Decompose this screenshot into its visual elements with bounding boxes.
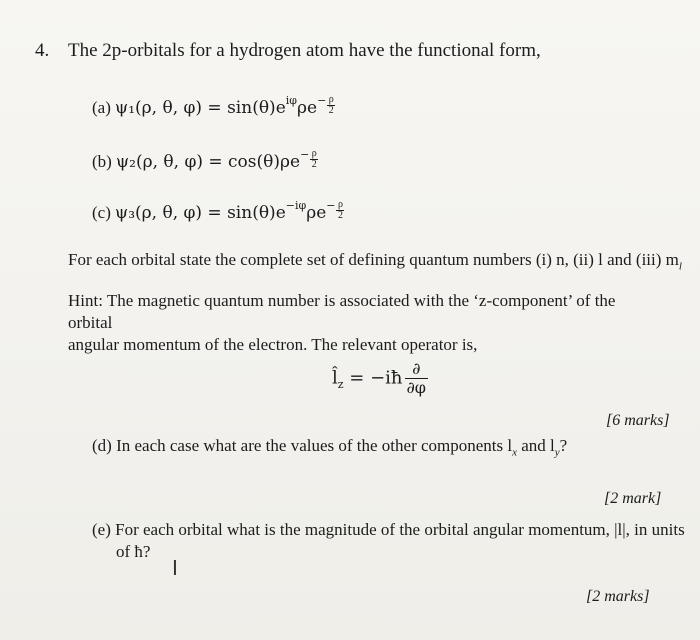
function-a-label: (a): [92, 98, 111, 117]
operator-lhs-sub: z: [337, 378, 344, 392]
instruction-sub: l: [678, 260, 682, 273]
function-b-sign: −: [300, 148, 310, 161]
function-a-exp: iφ: [285, 94, 297, 107]
marks-label-2: [2 mark]: [604, 490, 662, 507]
function-a: [92, 94, 335, 127]
question-intro: The 2p-orbitals for a hydrogen atom have the functional form,: [68, 40, 541, 61]
hint-line-2: angular momentum of the electron. The relevant operator is,: [68, 335, 478, 354]
function-a-fraction: [327, 95, 335, 116]
part-d-text: In each case what are the values of the other components l: [116, 436, 513, 455]
function-a-sign: −: [317, 94, 327, 107]
function-b: [92, 148, 318, 181]
hint-line-1: Hint: The magnetic quantum number is associated with the ‘z-component’ of the orbital: [68, 291, 616, 332]
function-c-frac-den: 2: [337, 210, 343, 221]
part-e-line-1: For each orbital what is the magnitude of the orbital angular momentum, |l|, in units: [115, 520, 685, 539]
operator-eq: = −iħ: [343, 367, 403, 389]
operator-equation: [332, 360, 428, 397]
function-c-lhs: ψ₃(ρ, θ, φ) = sin(θ)e: [114, 203, 286, 223]
hint: [68, 290, 658, 356]
function-b-frac-den: 2: [311, 159, 317, 170]
function-a-frac-num: ρ: [328, 94, 334, 105]
part-e: [92, 519, 685, 563]
part-d: [92, 436, 567, 458]
operator-fraction: [405, 360, 428, 397]
text-cursor-icon: I: [172, 556, 178, 580]
part-d-sub-y: y: [554, 446, 560, 459]
marks-label-1: [6 marks]: [606, 412, 670, 429]
operator-den: ∂φ: [406, 378, 427, 397]
part-d-label: (d): [92, 436, 112, 455]
function-b-fraction: [310, 149, 318, 170]
function-c-fraction: [336, 200, 344, 221]
function-a-frac-den: 2: [328, 105, 334, 116]
function-a-lhs: ψ₁(ρ, θ, φ) = sin(θ)e: [114, 98, 286, 118]
function-b-lhs: ψ₂(ρ, θ, φ) = cos(θ)ρe: [115, 152, 301, 172]
function-c: [92, 199, 344, 232]
instruction: [68, 250, 682, 272]
part-e-line-2: of ħ?: [116, 542, 151, 561]
function-b-frac-num: ρ: [311, 148, 317, 159]
function-c-rest: ρe: [306, 203, 327, 223]
part-d-mid: and l: [517, 436, 555, 455]
part-d-sub-x: x: [512, 446, 517, 459]
function-c-frac-num: ρ: [337, 199, 343, 210]
marks-label-3: [2 marks]: [586, 588, 650, 605]
function-a-rest: ρe: [297, 98, 318, 118]
operator-lhs: l̂: [332, 367, 338, 389]
function-c-exp: −iφ: [285, 199, 307, 212]
part-d-end: ?: [559, 436, 568, 455]
instruction-text: For each orbital state the complete set of defining quantum numbers (i) n, (ii) l and (iii) m: [68, 250, 679, 269]
function-b-label: (b): [92, 152, 112, 171]
function-c-label: (c): [92, 203, 111, 222]
function-c-sign: −: [326, 199, 336, 212]
question-number: 4.: [35, 40, 50, 61]
part-e-label: (e): [92, 520, 111, 539]
operator-num: ∂: [412, 359, 421, 378]
